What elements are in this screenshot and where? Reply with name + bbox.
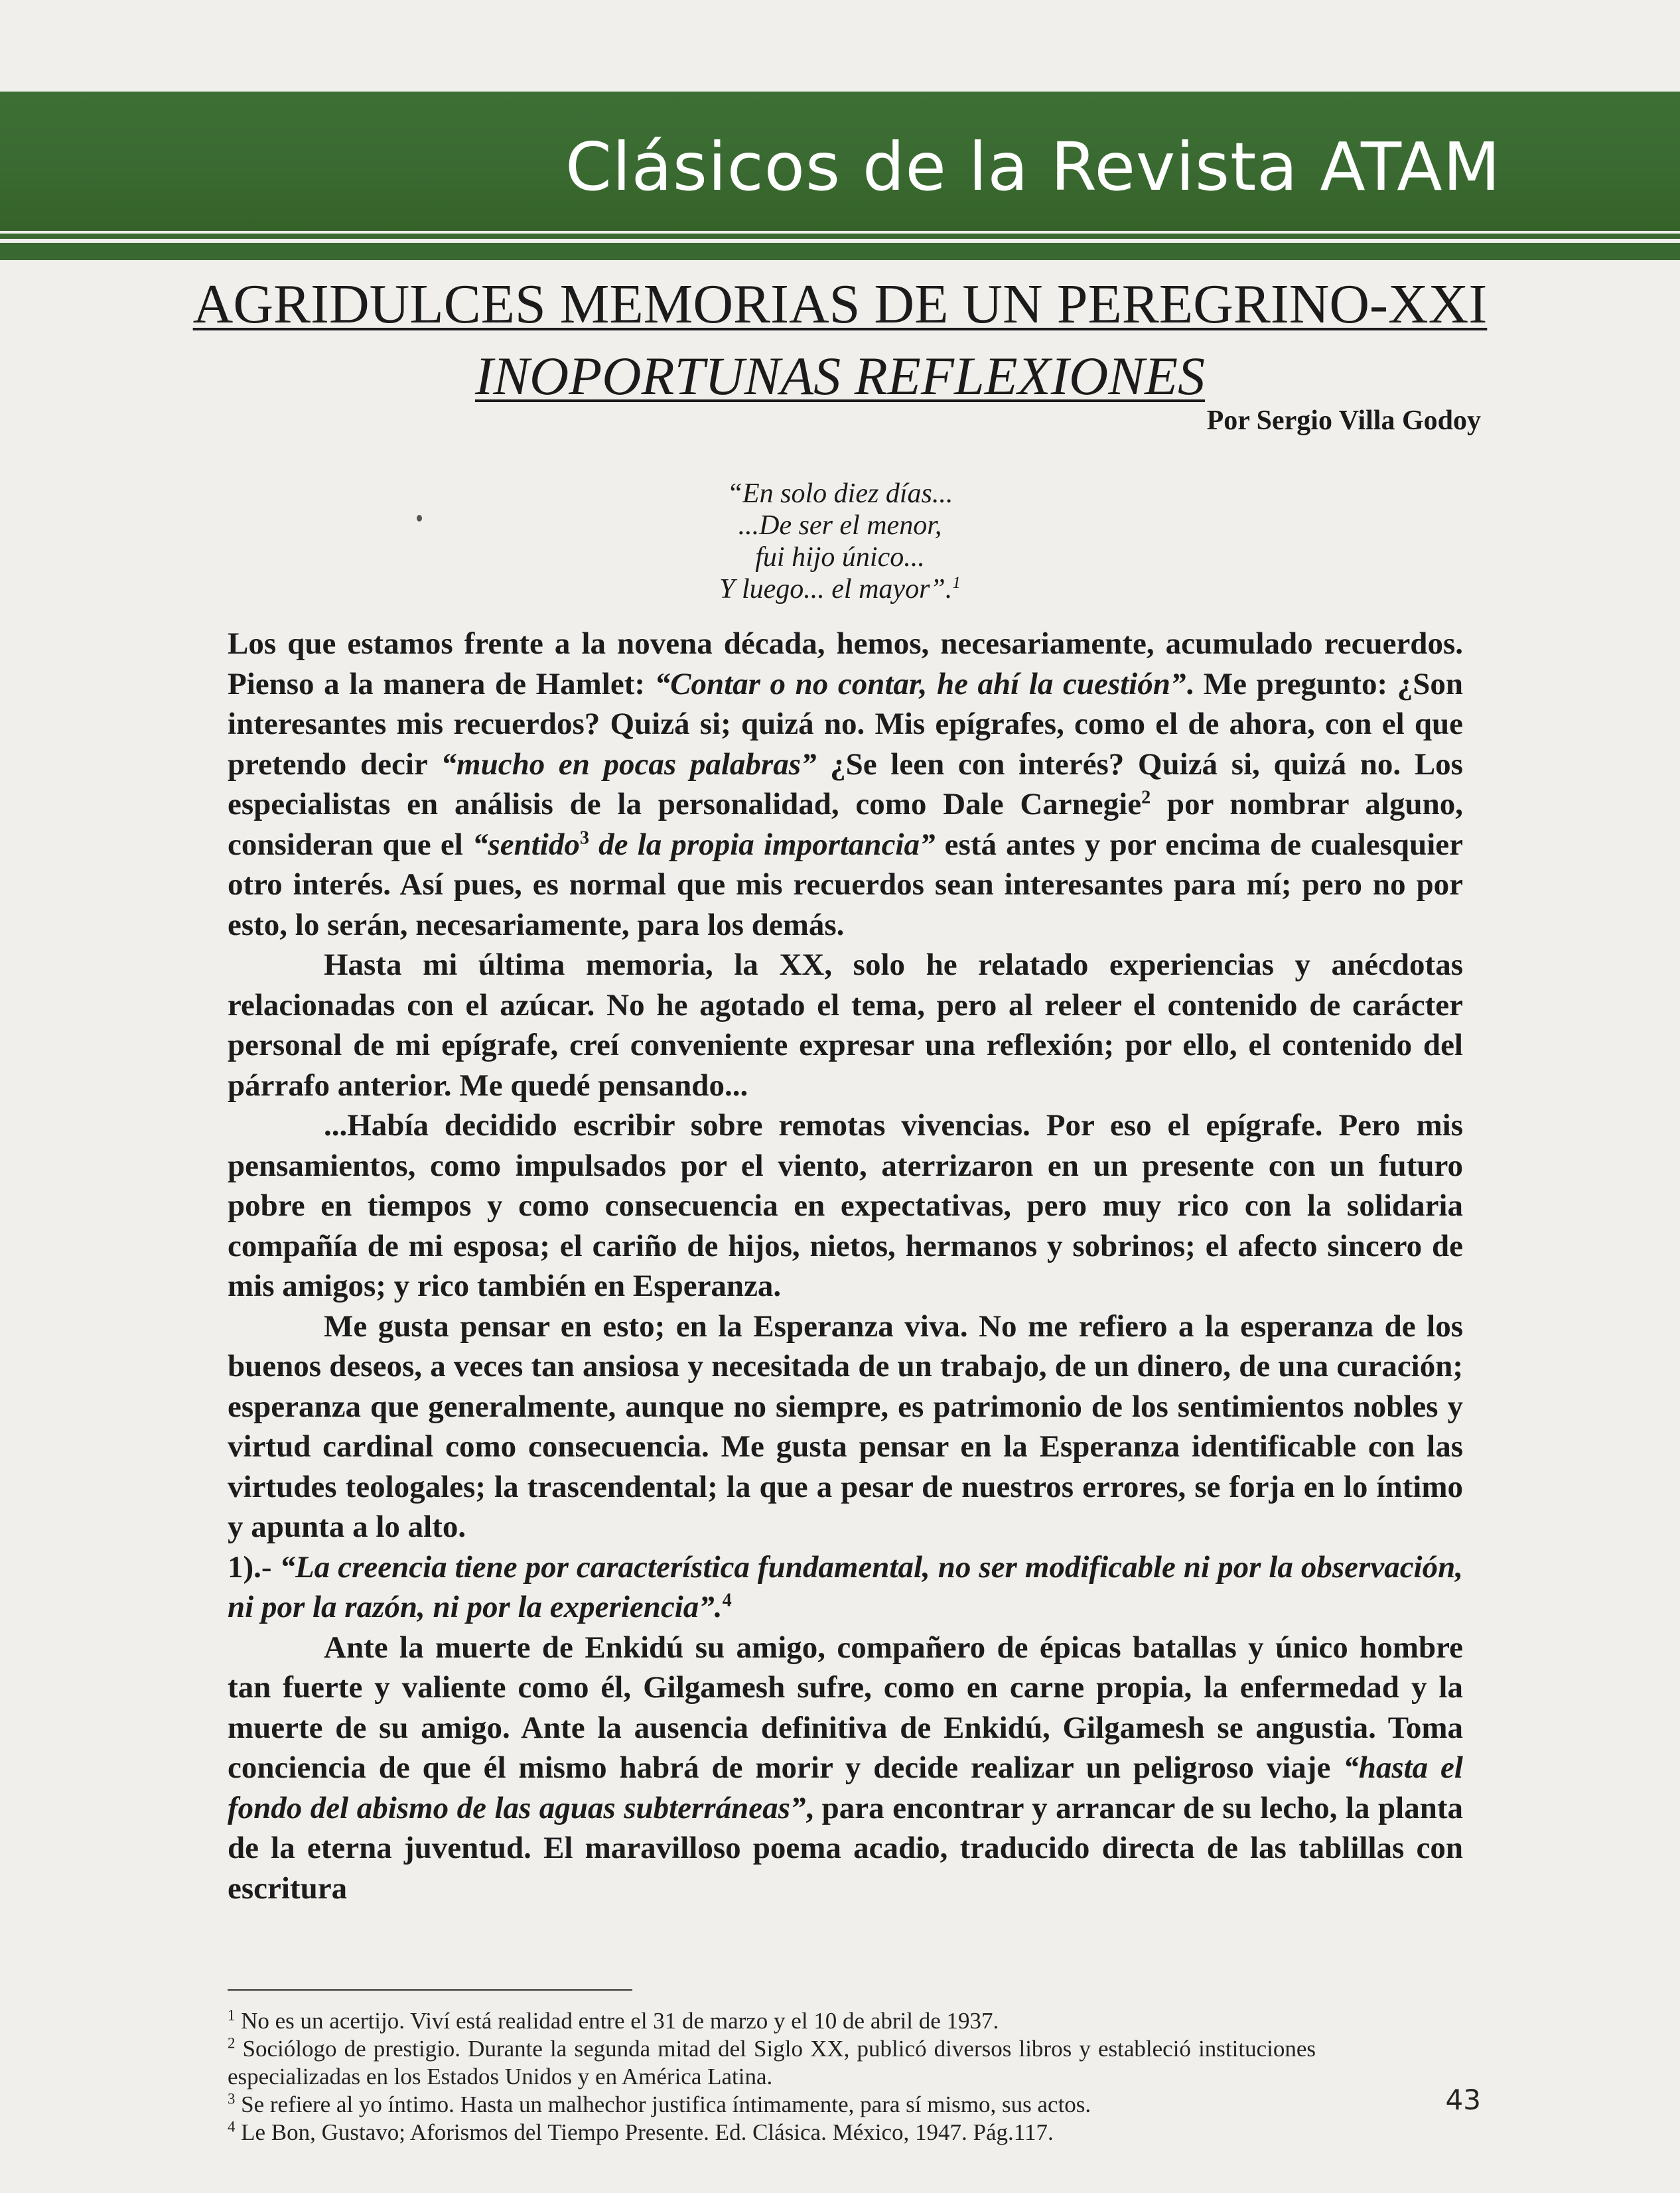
banner-rule bbox=[0, 234, 1680, 239]
paragraph: 1).- “La creencia tiene por característica fundamental, no ser modificable ni por la observación, ni por la razón, ni por la experiencia”.$^4$ bbox=[228, 1549, 1463, 1624]
paragraph: Ante la muerte de Enkidú su amigo, compañero de épicas batallas y único hombre tan fuerte y valiente como él, Gilgamesh sufre, como en carne propia, la enfermedad y la muerte de su amigo. Ante la ausencia definitiva de Enkidú, Gilgamesh se angustia. Toma conciencia de que él mismo habrá de morir y decide realizar un peligroso viaje “hasta el fondo del abismo de las aguas subterráneas”, para encontrar y arrancar de su lecho, la planta de la eterna juventud. El maravilloso poema acadio, traducido directa de las tablillas con escritura bbox=[228, 1630, 1463, 1906]
article-subtitle: INOPORTUNAS REFLEXIONES bbox=[474, 346, 1206, 406]
banner-band bbox=[0, 243, 1680, 260]
paragraph: Me gusta pensar en esto; en la Esperanza viva. No me refiero a la esperanza de los buenos deseos, a veces tan ansiosa y necesitada de un trabajo, de un dinero, de una curación; esperanza que generalmente, aunque no siempre, es patrimonio de los sentimientos nobles y virtud cardinal como consecuencia. Me gusta pensar en la Esperanza identificable con las virtudes teologales; la trascendental; la que a pesar de nuestros errores, se forja en lo íntimo y apunta a lo alto. bbox=[228, 1309, 1463, 1544]
footnote-divider bbox=[228, 1989, 632, 1991]
paragraph: ...Había decidido escribir sobre remotas vivencias. Por eso el epígrafe. Pero mis pensamientos, como impulsados por el viento, aterrizaron en un presente con un futuro pobre en tiempos y como consecuencia en expectativas, pero muy rico con la solidaria compañía de mi esposa; el cariño de hijos, nietos, hermanos y sobrinos; el afecto sincero de mis amigos; y rico también en Esperanza. bbox=[228, 1108, 1463, 1303]
footnote: $^2$ Sociólogo de prestigio. Durante la segunda mitad del Siglo XX, publicó diversos libros y estableció instituciones especializadas en los Estados Unidos y en América Latina. bbox=[228, 2034, 1316, 2089]
epigraph-line: Y luego... el mayor”.$^1$ bbox=[719, 574, 961, 604]
banner-title: Clásicos de la Revista ATAM bbox=[565, 128, 1501, 206]
page-number: 43 bbox=[1445, 2084, 1481, 2116]
footnote: $^4$ Le Bon, Gustavo; Aforismos del Tiempo Presente. Ed. Clásica. México, 1947. Pág.117. bbox=[228, 2118, 1054, 2145]
footnote-ref: 3 bbox=[579, 827, 589, 848]
footnote-ref: 4 bbox=[722, 1590, 732, 1611]
footnote: $^1$ No es un acertijo. Viví está realidad entre el 31 de marzo y el 10 de abril de 1937. bbox=[228, 2007, 999, 2034]
footnote-ref: 1 bbox=[952, 574, 961, 592]
paragraph: Los que estamos frente a la novena década, hemos, necesariamente, acumulado recuerdos. Pienso a la manera de Hamlet: “Contar o no contar, he ahí la cuestión”. Me pregunto: ¿Son interesantes mis recuerdos? Quizá si; quizá no. Mis epígrafes, como el de ahora, con el que pretendo decir “mucho en pocas palabras” ¿Se leen con interés? Quizá si, quizá no. Los especialistas en análisis de la personalidad, como Dale Carnegie$^2$ por nombrar alguno, consideran que el “sentido$^3$ de la propia importancia” está antes y por encima de cualesquier otro interés. Así pues, es normal que mis recuerdos sean interesantes para mí; pero no por esto, lo serán, necesariamente, para los demás. bbox=[228, 626, 1464, 942]
epigraph-line: “En solo diez días... bbox=[727, 478, 953, 509]
footnote: $^3$ Se refiere al yo íntimo. Hasta un malhechor justifica íntimamente, para sí mismo, sus actos. bbox=[228, 2090, 1091, 2117]
footnotes bbox=[228, 2007, 1316, 2147]
paragraph: Hasta mi última memoria, la XX, solo he relatado experiencias y anécdotas relacionadas con el azúcar. No he agotado el tema, pero al releer el contenido de carácter personal de mi epígrafe, creí conveniente expresar una reflexión; por ello, el contenido del párrafo anterior. Me quedé pensando... bbox=[228, 948, 1463, 1103]
article-title: AGRIDULCES MEMORIAS DE UN PEREGRINO-XXI bbox=[192, 273, 1488, 335]
epigraph-line: fui hijo único... bbox=[755, 542, 925, 573]
byline: Por Sergio Villa Godoy bbox=[1206, 405, 1481, 436]
epigraph bbox=[0, 478, 1680, 605]
footnote-ref: 2 bbox=[1141, 787, 1151, 808]
epigraph-line: ...De ser el menor, bbox=[738, 510, 942, 541]
section-banner bbox=[0, 92, 1680, 231]
print-speck bbox=[417, 515, 422, 522]
article-body bbox=[228, 624, 1463, 1908]
